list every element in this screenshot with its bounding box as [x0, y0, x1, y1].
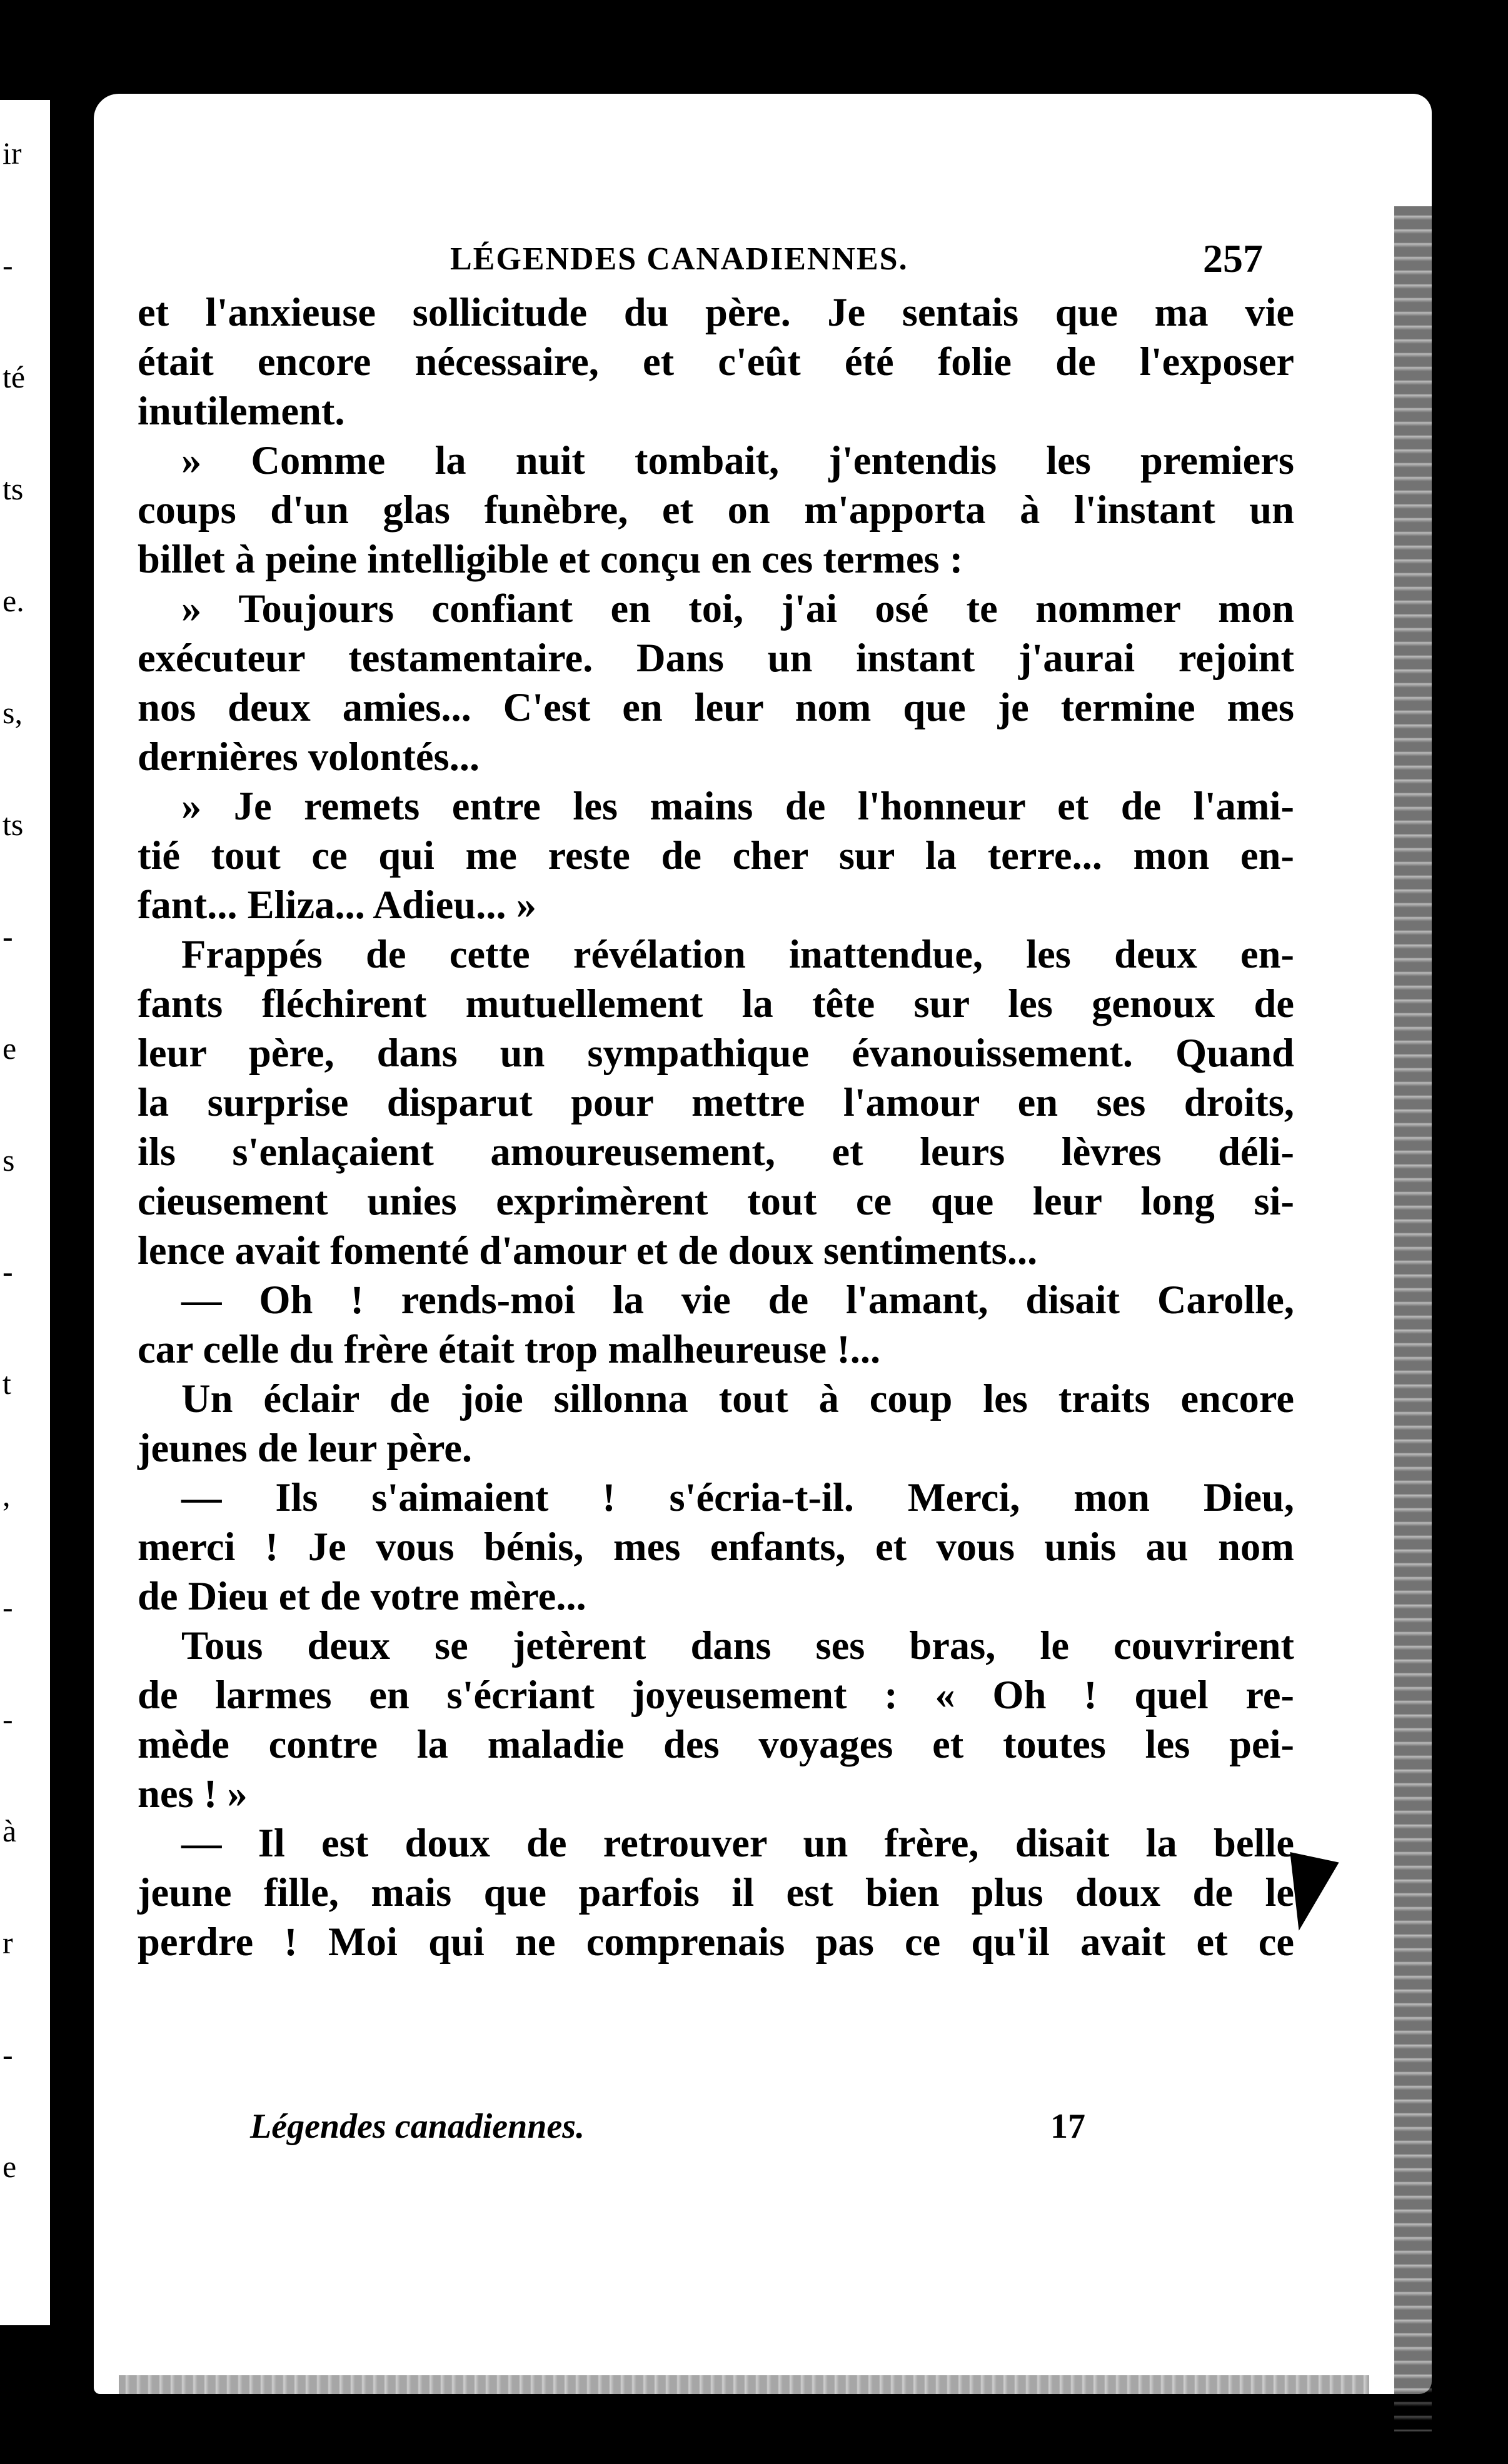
text-line: de larmes en s'écriant joyeusement : « Oh ! quel re-: [138, 1673, 1294, 1717]
scan-right-edge: [1394, 206, 1432, 2431]
text-line: » Je remets entre les mains de l'honneur et de l'ami-: [181, 784, 1294, 828]
text-line: car celle du frère était trop malheureuse !...: [138, 1327, 881, 1371]
text-line: merci ! Je vous bénis, mes enfants, et vous unis au nom: [138, 1525, 1294, 1569]
margin-fragment: t: [3, 1366, 11, 1401]
margin-fragment: ts: [3, 471, 24, 506]
text-line: mède contre la maladie des voyages et toutes les pei-: [138, 1722, 1294, 1766]
text-line: » Toujours confiant en toi, j'ai osé te nommer mon: [181, 586, 1294, 631]
text-line: perdre ! Moi qui ne comprenais pas ce qu'il avait et ce: [138, 1920, 1294, 1964]
text-line: billet à peine intelligible et conçu en ces termes :: [138, 537, 963, 581]
margin-fragment: -: [3, 2037, 13, 2073]
margin-fragment: -: [3, 247, 13, 283]
text-line: Un éclair de joie sillonna tout à coup les traits encore: [181, 1376, 1294, 1421]
adjacent-page-sliver: [0, 100, 50, 2325]
text-line: jeunes de leur père.: [138, 1426, 473, 1470]
margin-fragment: e.: [3, 583, 24, 618]
text-line: — Oh ! rends-moi la vie de l'amant, disait Carolle,: [181, 1278, 1294, 1322]
text-line: — Ils s'aimaient ! s'écria-t-il. Merci, mon Dieu,: [181, 1475, 1294, 1520]
text-line: tié tout ce qui me reste de cher sur la terre... mon en-: [138, 833, 1294, 878]
margin-fragment: -: [3, 918, 13, 954]
text-line: exécuteur testamentaire. Dans un instant j'aurai rejoint: [138, 636, 1294, 680]
margin-fragment: ts: [3, 806, 24, 842]
page-footer: [250, 2106, 1188, 2163]
text-line: — Il est doux de retrouver un frère, disait la belle: [181, 1821, 1294, 1865]
scan-bottom-edge: [119, 2375, 1369, 2394]
page-number: 257: [1203, 236, 1263, 281]
text-line: fant... Eliza... Adieu... »: [138, 883, 536, 927]
margin-fragment: e: [3, 1030, 17, 1066]
text-line: la surprise disparut pour mettre l'amour en ses droits,: [138, 1080, 1294, 1124]
text-line: et l'anxieuse sollicitude du père. Je sentais que ma vie: [138, 290, 1294, 334]
margin-fragment: -: [3, 1254, 13, 1290]
text-line: dernières volontés...: [138, 734, 480, 779]
text-line: ils s'enlaçaient amoureusement, et leurs lèvres déli-: [138, 1129, 1294, 1174]
text-line: nes ! »: [138, 1771, 248, 1816]
margin-fragment: ir: [3, 136, 22, 171]
footer-signature-number: 17: [1050, 2107, 1085, 2146]
text-line: de Dieu et de votre mère...: [138, 1574, 586, 1618]
text-line: leur père, dans un sympathique évanouissement. Quand: [138, 1031, 1294, 1075]
text-line: lence avait fomenté d'amour et de doux sentiments...: [138, 1228, 1038, 1273]
text-line: nos deux amies... C'est en leur nom que je termine mes: [138, 685, 1294, 729]
margin-fragment: à: [3, 1813, 17, 1849]
text-line: Frappés de cette révélation inattendue, les deux en-: [181, 932, 1294, 976]
footer-book-title: Légendes canadiennes.: [250, 2107, 585, 2146]
body-text: [138, 288, 1294, 1966]
text-line: Tous deux se jetèrent dans ses bras, le couvrirent: [181, 1623, 1294, 1668]
text-line: fants fléchirent mutuellement la tête sur les genoux de: [138, 981, 1294, 1026]
running-head: [450, 236, 1263, 291]
margin-fragment: -: [3, 1590, 13, 1625]
margin-fragment: e: [3, 2149, 17, 2185]
text-line: cieusement unies exprimèrent tout ce que leur long si-: [138, 1179, 1294, 1223]
text-line: coups d'un glas funèbre, et on m'apporta à l'instant un: [138, 488, 1294, 532]
text-line: inutilement.: [138, 389, 345, 433]
text-line: » Comme la nuit tombait, j'entendis les premiers: [181, 438, 1294, 483]
text-line: jeune fille, mais que parfois il est bien plus doux de le: [138, 1870, 1294, 1915]
margin-fragment: -: [3, 1701, 13, 1737]
margin-fragment: té: [3, 359, 26, 394]
running-title: LÉGENDES CANADIENNES.: [450, 241, 908, 277]
text-line: était encore nécessaire, et c'eût été folie de l'exposer: [138, 339, 1294, 384]
margin-fragment: s,: [3, 694, 23, 730]
margin-fragment: ,: [3, 1478, 11, 1513]
margin-fragment: s: [3, 1142, 15, 1178]
margin-fragment: r: [3, 1925, 13, 1961]
book-page: [94, 94, 1432, 2394]
